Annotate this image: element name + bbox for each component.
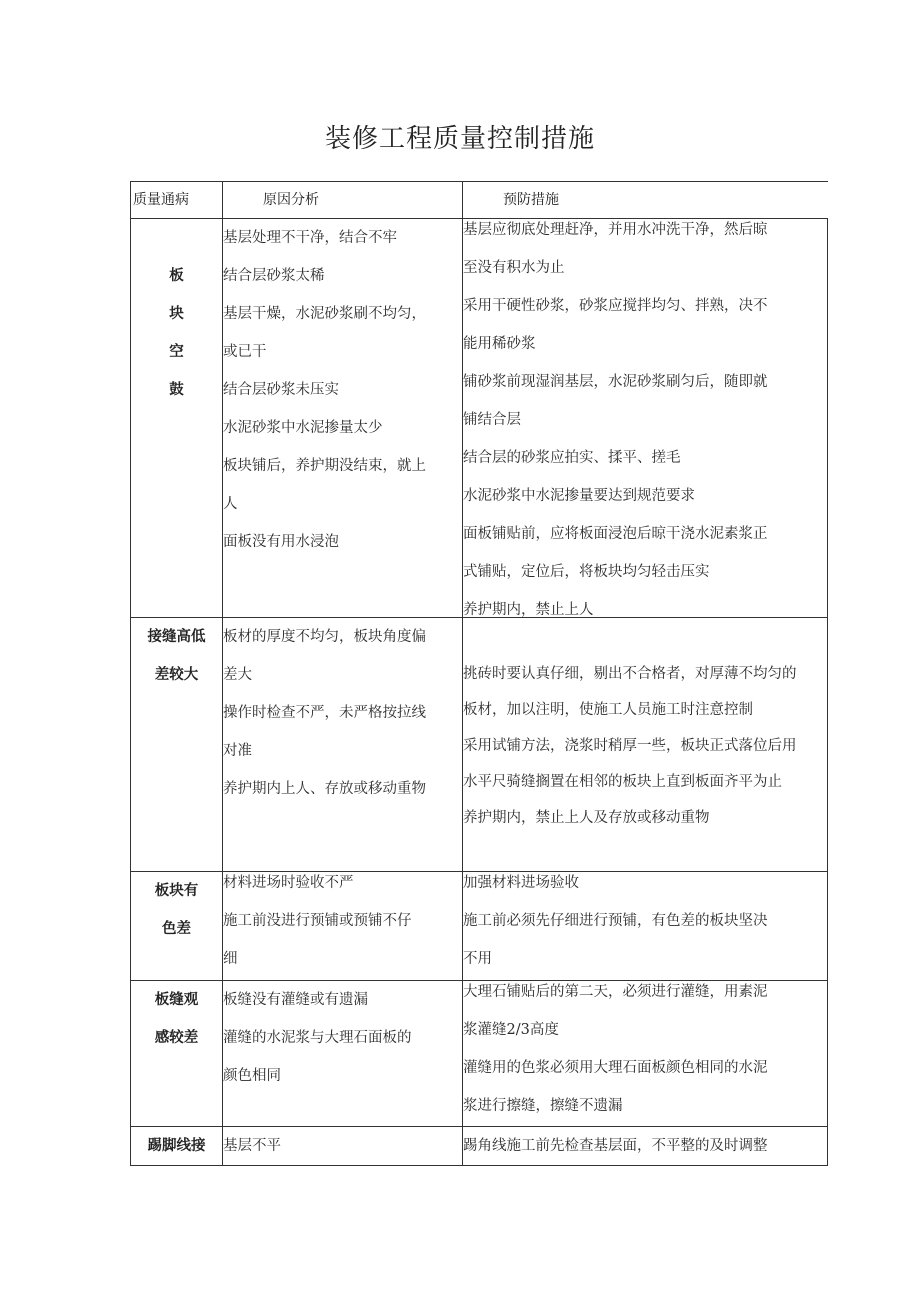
header-issue: 质量通病 — [131, 182, 223, 219]
measure-line: 施工前必须先仔细进行预铺，有色差的板块坚决 — [463, 913, 768, 929]
measure-cell — [463, 981, 828, 1127]
measure-cell — [463, 219, 828, 618]
cause-line: 板块铺后，养护期没结束，就上 — [223, 458, 426, 474]
cause-line: 结合层砂浆太稀 — [223, 268, 325, 284]
cause-cell — [223, 219, 463, 618]
measure-line: 水泥砂浆中水泥掺量要达到规范要求 — [463, 488, 695, 504]
issue-char: 板 — [169, 268, 184, 284]
issue-char: 空 — [169, 344, 184, 360]
issue-line: 接缝高低 — [147, 629, 206, 645]
quality-control-table — [130, 181, 828, 1166]
header-cause: 原因分析 — [223, 182, 463, 219]
measure-line: 能用稀砂浆 — [463, 336, 536, 352]
issue-char: 块 — [169, 306, 184, 322]
measure-cell — [463, 1127, 828, 1166]
cause-line: 板材的厚度不均匀，板块角度偏 — [223, 629, 426, 645]
cause-line: 结合层砂浆未压实 — [223, 382, 339, 398]
measure-line: 灌缝用的色浆必须用大理石面板颜色相同的水泥 — [463, 1060, 768, 1076]
measure-cell — [463, 618, 828, 872]
measure-line: 养护期内，禁止上人及存放或移动重物 — [463, 810, 710, 826]
measure-line: 挑砖时要认真仔细，剔出不合格者，对厚薄不均匀的 — [463, 666, 797, 682]
cause-line: 材料进场时验收不严 — [223, 875, 354, 891]
table-row — [131, 1127, 828, 1166]
issue-cell — [131, 872, 223, 981]
cause-line: 基层不平 — [223, 1138, 281, 1154]
measure-line: 铺砂浆前现湿润基层，水泥砂浆刷匀后，随即就 — [463, 374, 768, 390]
measure-line: 基层应彻底处理赶净，并用水冲洗干净，然后晾 — [463, 222, 768, 238]
cause-line: 基层处理不干净，结合不牢 — [223, 230, 397, 246]
cause-line: 颜色相同 — [223, 1068, 281, 1084]
measure-line: 面板铺贴前，应将板面浸泡后晾干浇水泥素浆正 — [463, 526, 768, 542]
measure-line: 大理石铺贴后的第二天，必须进行灌缝，用素泥 — [463, 984, 768, 1000]
cause-line: 操作时检查不严，未严格按拉线 — [223, 705, 426, 721]
cause-line: 施工前没进行预铺或预铺不仔 — [223, 913, 412, 929]
measure-cell — [463, 872, 828, 981]
measure-line: 结合层的砂浆应拍实、揉平、搓毛 — [463, 450, 681, 466]
issue-cell — [131, 1127, 223, 1166]
cause-line: 水泥砂浆中水泥掺量太少 — [223, 420, 383, 436]
cause-line: 养护期内上人、存放或移动重物 — [223, 781, 426, 797]
issue-line: 感较差 — [154, 1030, 199, 1046]
cause-line: 细 — [223, 951, 238, 967]
cause-line: 差大 — [223, 667, 252, 683]
measure-line: 浆灌缝2/3高度 — [463, 1022, 559, 1038]
issue-char: 鼓 — [169, 382, 184, 398]
table-row — [131, 872, 828, 981]
measure-line: 水平尺骑缝搁置在相邻的板块上直到板面齐平为止 — [463, 774, 782, 790]
issue-line: 踢脚线接 — [147, 1138, 206, 1154]
cause-cell — [223, 1127, 463, 1166]
issue-line: 板缝观 — [154, 992, 199, 1008]
cause-cell — [223, 618, 463, 872]
measure-line: 不用 — [463, 951, 492, 967]
cause-line: 板缝没有灌缝或有遗漏 — [223, 992, 368, 1008]
measure-line: 加强材料进场验收 — [463, 875, 579, 891]
cause-line: 或已干 — [223, 344, 267, 360]
issue-line: 差较大 — [154, 667, 199, 683]
issue-cell — [131, 981, 223, 1127]
measure-line: 采用干硬性砂浆，砂浆应搅拌均匀、拌熟，决不 — [463, 298, 768, 314]
table-row — [131, 618, 828, 872]
cause-cell — [223, 981, 463, 1127]
measure-line: 式铺贴，定位后，将板块均匀轻击压实 — [463, 564, 710, 580]
cause-line: 灌缝的水泥浆与大理石面板的 — [223, 1030, 412, 1046]
table-row — [131, 981, 828, 1127]
header-measure: 预防措施 — [463, 182, 828, 219]
measure-line: 养护期内，禁止上人 — [463, 602, 594, 618]
cause-cell — [223, 872, 463, 981]
page-title: 装修工程质量控制措施 — [324, 124, 595, 154]
table-row — [131, 219, 828, 618]
measure-line: 铺结合层 — [463, 412, 521, 428]
measure-line: 至没有积水为止 — [463, 260, 565, 276]
measure-line: 踢角线施工前先检查基层面，不平整的及时调整 — [463, 1138, 768, 1154]
issue-line: 板块有 — [154, 883, 199, 899]
issue-cell — [131, 219, 223, 618]
measure-line: 板材，加以注明，使施工人员施工时注意控制 — [463, 702, 753, 718]
issue-line: 色差 — [162, 921, 191, 937]
measure-line: 浆进行擦缝，擦缝不遗漏 — [463, 1098, 623, 1114]
cause-line: 对准 — [223, 743, 252, 759]
cause-line: 基层干燥，水泥砂浆刷不均匀， — [223, 306, 426, 322]
cause-line: 人 — [223, 496, 238, 512]
issue-cell — [131, 618, 223, 872]
cause-line: 面板没有用水浸泡 — [223, 534, 339, 550]
measure-line: 采用试铺方法，浇浆时稍厚一些，板块正式落位后用 — [463, 738, 797, 754]
